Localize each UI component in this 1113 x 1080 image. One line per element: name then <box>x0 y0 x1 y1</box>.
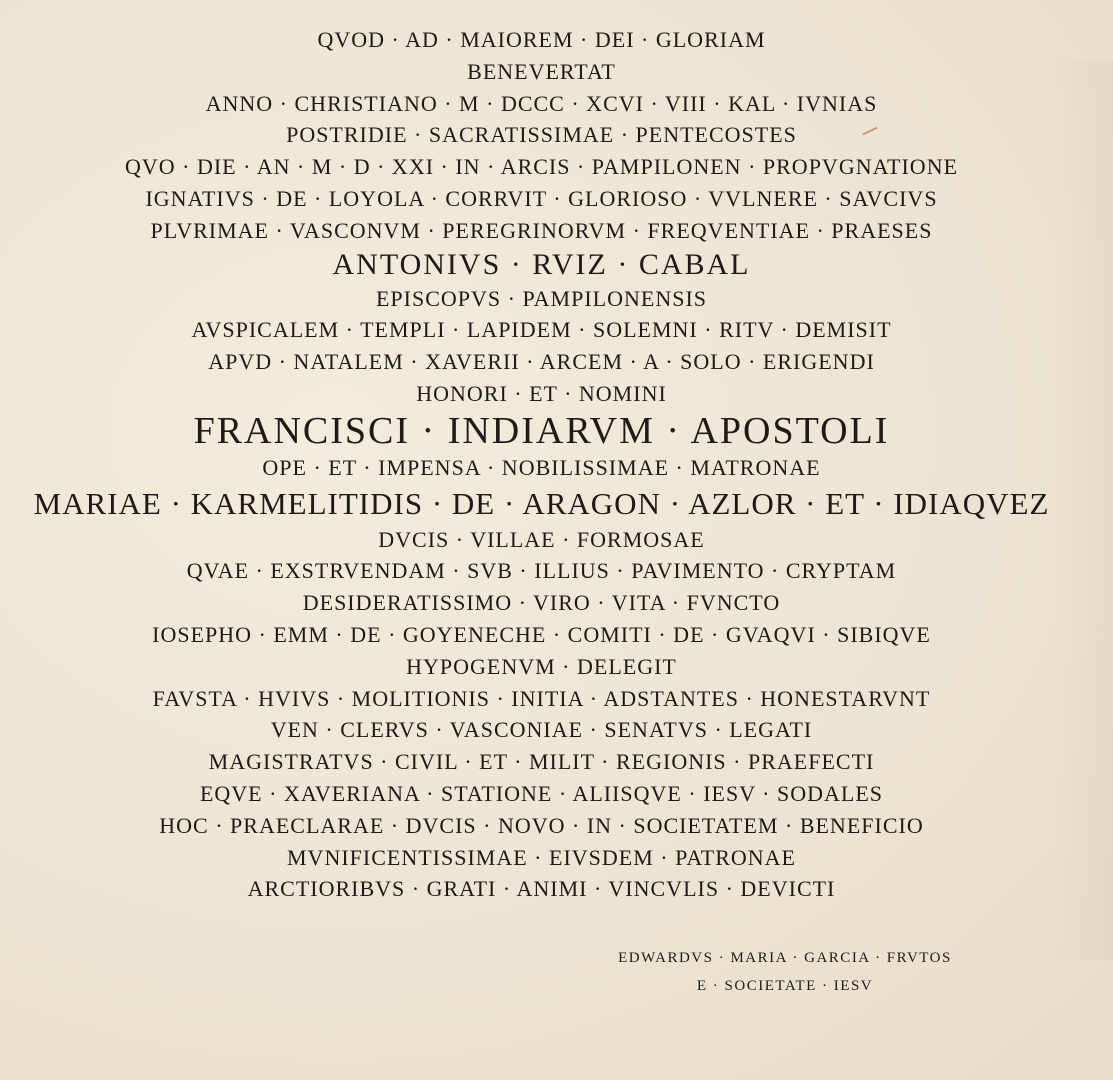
inscription-line: QVAE · EXSTRVENDAM · SVB · ILLIUS · PAVIMENTO · CRYPTAM <box>186 558 897 584</box>
inscription-line: ARCTIORIBVS · GRATI · ANIMI · VINCVLIS · DEVICTI <box>247 876 836 902</box>
inscription-line: IOSEPHO · EMM · DE · GOYENECHE · COMITI · DE · GVAQVI · SIBIQVE <box>152 621 931 647</box>
inscription-line: FAVSTA · HVIVS · MOLITIONIS · INITIA · ADSTANTES · HONESTARVNT <box>152 685 931 711</box>
signature-affiliation: E · SOCIETATE · IESV <box>696 978 874 994</box>
inscription-line: HONORI · ET · NOMINI <box>416 380 667 406</box>
inscription-line: MVNIFICENTISSIMAE · EIVSDEM · PATRONAE <box>287 844 796 870</box>
inscription-line: HYPOGENVM · DELEGIT <box>406 653 677 679</box>
inscription-line: OPE · ET · IMPENSA · NOBILISSIMAE · MATRONAE <box>262 454 821 480</box>
signature-name: EDWARDVS · MARIA · GARCIA · FRVTOS <box>618 950 952 966</box>
inscription-line: IGNATIVS · DE · LOYOLA · CORRVIT · GLORIOSO · VVLNERE · SAVCIVS <box>145 185 938 211</box>
inscription-line: EQVE · XAVERIANA · STATIONE · ALIISQVE · IESV · SODALES <box>199 780 884 806</box>
inscription-line: POSTRIDIE · SACRATISSIMAE · PENTECOSTES <box>286 122 797 148</box>
inscription-line: HOC · PRAECLARAE · DVCIS · NOVO · IN · SOCIETATEM · BENEFICIO <box>159 812 924 838</box>
inscription-line: AVSPICALEM · TEMPLI · LAPIDEM · SOLEMNI · RITV · DEMISIT <box>191 317 892 343</box>
inscription-line: QVO · DIE · AN · M · D · XXI · IN · ARCIS · PAMPILONEN · PROPVGNATIONE <box>124 154 959 180</box>
author-signature <box>560 944 1010 1000</box>
inscription-line: DVCIS · VILLAE · FORMOSAE <box>378 526 705 552</box>
inscription-line: PLVRIMAE · VASCONVM · PEREGRINORVM · FREQVENTIAE · PRAESES <box>150 217 933 243</box>
patroness-name: MARIAE · KARMELITIDIS · DE · ARAGON · AZLOR · ET · IDIAQVEZ <box>33 485 1050 521</box>
inscription-line: BENEVERTAT <box>467 58 616 84</box>
bishop-name: ANTONIVS · RVIZ · CABAL <box>332 247 751 281</box>
inscription-line: VEN · CLERVS · VASCONIAE · SENATVS · LEGATI <box>270 717 813 743</box>
inscription-line: QVOD · AD · MAIOREM · DEI · GLORIAM <box>317 27 766 52</box>
saint-name-heading: FRANCISCI · INDIARVM · APOSTOLI <box>193 409 890 452</box>
inscription-line: APVD · NATALEM · XAVERII · ARCEM · A · SOLO · ERIGENDI <box>208 349 875 375</box>
inscription-line: ANNO · CHRISTIANO · M · DCCC · XCVI · VIII · KAL · IVNIAS <box>205 90 878 116</box>
inscription-line: DESIDERATISSIMO · VIRO · VITA · FVNCTO <box>302 590 781 616</box>
dedication-inscription <box>0 24 1083 905</box>
inscription-line: MAGISTRATVS · CIVIL · ET · MILIT · REGIONIS · PRAEFECTI <box>208 749 875 775</box>
inscription-line: EPISCOPVS · PAMPILONENSIS <box>375 285 708 311</box>
